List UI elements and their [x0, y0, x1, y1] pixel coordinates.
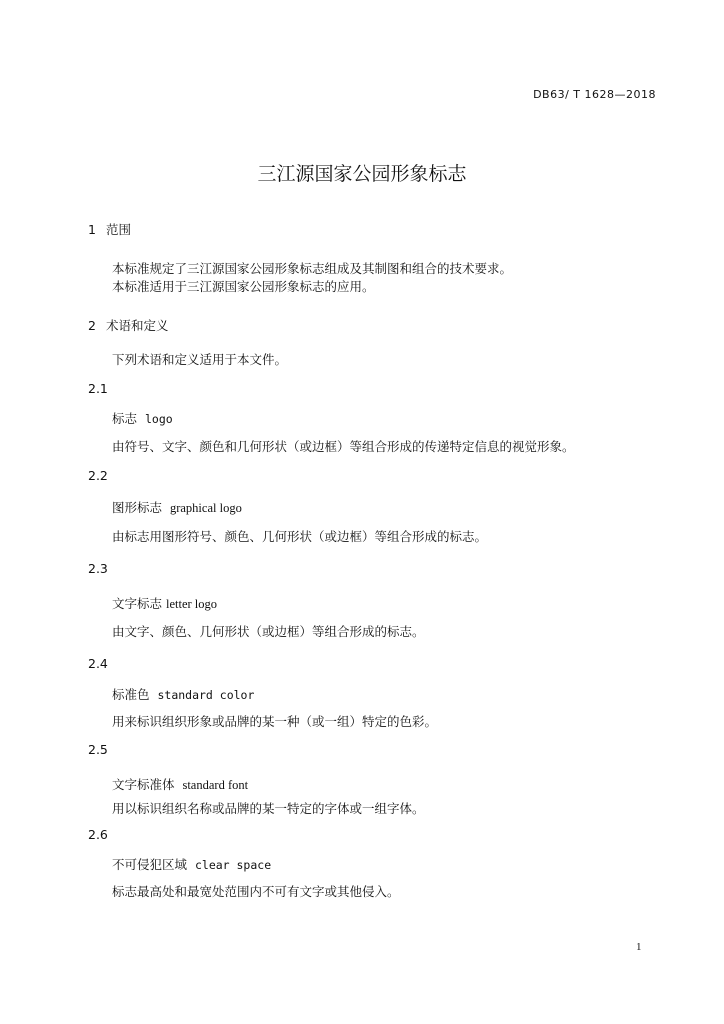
term-en: graphical logo	[169, 501, 242, 515]
paragraph: 本标准规定了三江源国家公园形象标志组成及其制图和组合的技术要求。	[112, 261, 513, 276]
term-zh: 不可侵犯区域	[112, 857, 188, 872]
section-number: 2	[88, 318, 96, 333]
term-zh: 文字标志	[112, 596, 163, 611]
term-zh: 文字标准体	[112, 777, 175, 792]
term-definition: 由文字、颜色、几何形状（或边框）等组合形成的标志。	[112, 624, 425, 639]
term-number: 2.1	[88, 381, 108, 396]
page-number: 1	[636, 941, 642, 953]
term-number: 2.5	[88, 742, 108, 757]
term-title	[112, 685, 254, 703]
term-definition: 用来标识组织形象或品牌的某一种（或一组）特定的色彩。	[112, 714, 438, 729]
term-en: letter logo	[166, 597, 218, 611]
term-zh: 图形标志	[112, 500, 163, 515]
section-1-heading	[88, 220, 131, 238]
term-number: 2.6	[88, 827, 108, 842]
term-title	[112, 409, 173, 427]
term-en: standard color	[157, 688, 255, 702]
term-en: logo	[144, 412, 173, 426]
section-title: 术语和定义	[106, 318, 169, 333]
term-number: 2.2	[88, 468, 108, 483]
term-title	[112, 855, 271, 873]
term-title	[112, 775, 248, 793]
term-title	[112, 498, 242, 516]
paragraph: 本标准适用于三江源国家公园形象标志的应用。	[112, 279, 375, 294]
term-definition: 标志最高处和最宽处范围内不可有文字或其他侵入。	[112, 884, 400, 899]
term-definition: 由符号、文字、颜色和几何形状（或边框）等组合形成的传递特定信息的视觉形象。	[112, 439, 575, 454]
term-en: clear space	[194, 858, 272, 872]
term-definition: 用以标识组织名称或品牌的某一特定的字体或一组字体。	[112, 801, 425, 816]
term-number: 2.3	[88, 561, 108, 576]
section-title: 范围	[106, 222, 132, 237]
term-zh: 标准色	[112, 687, 150, 702]
section-number: 1	[88, 222, 96, 237]
term-definition: 由标志用图形符号、颜色、几何形状（或边框）等组合形成的标志。	[112, 529, 488, 544]
term-zh: 标志	[112, 411, 138, 426]
section-2-heading	[88, 316, 169, 334]
term-title	[112, 594, 217, 612]
paragraph: 下列术语和定义适用于本文件。	[112, 352, 288, 367]
document-title: 三江源国家公园形象标志	[257, 163, 467, 185]
term-en: standard font	[182, 778, 249, 792]
document-code: DB63/ T 1628—2018	[533, 88, 656, 101]
term-number: 2.4	[88, 656, 108, 671]
